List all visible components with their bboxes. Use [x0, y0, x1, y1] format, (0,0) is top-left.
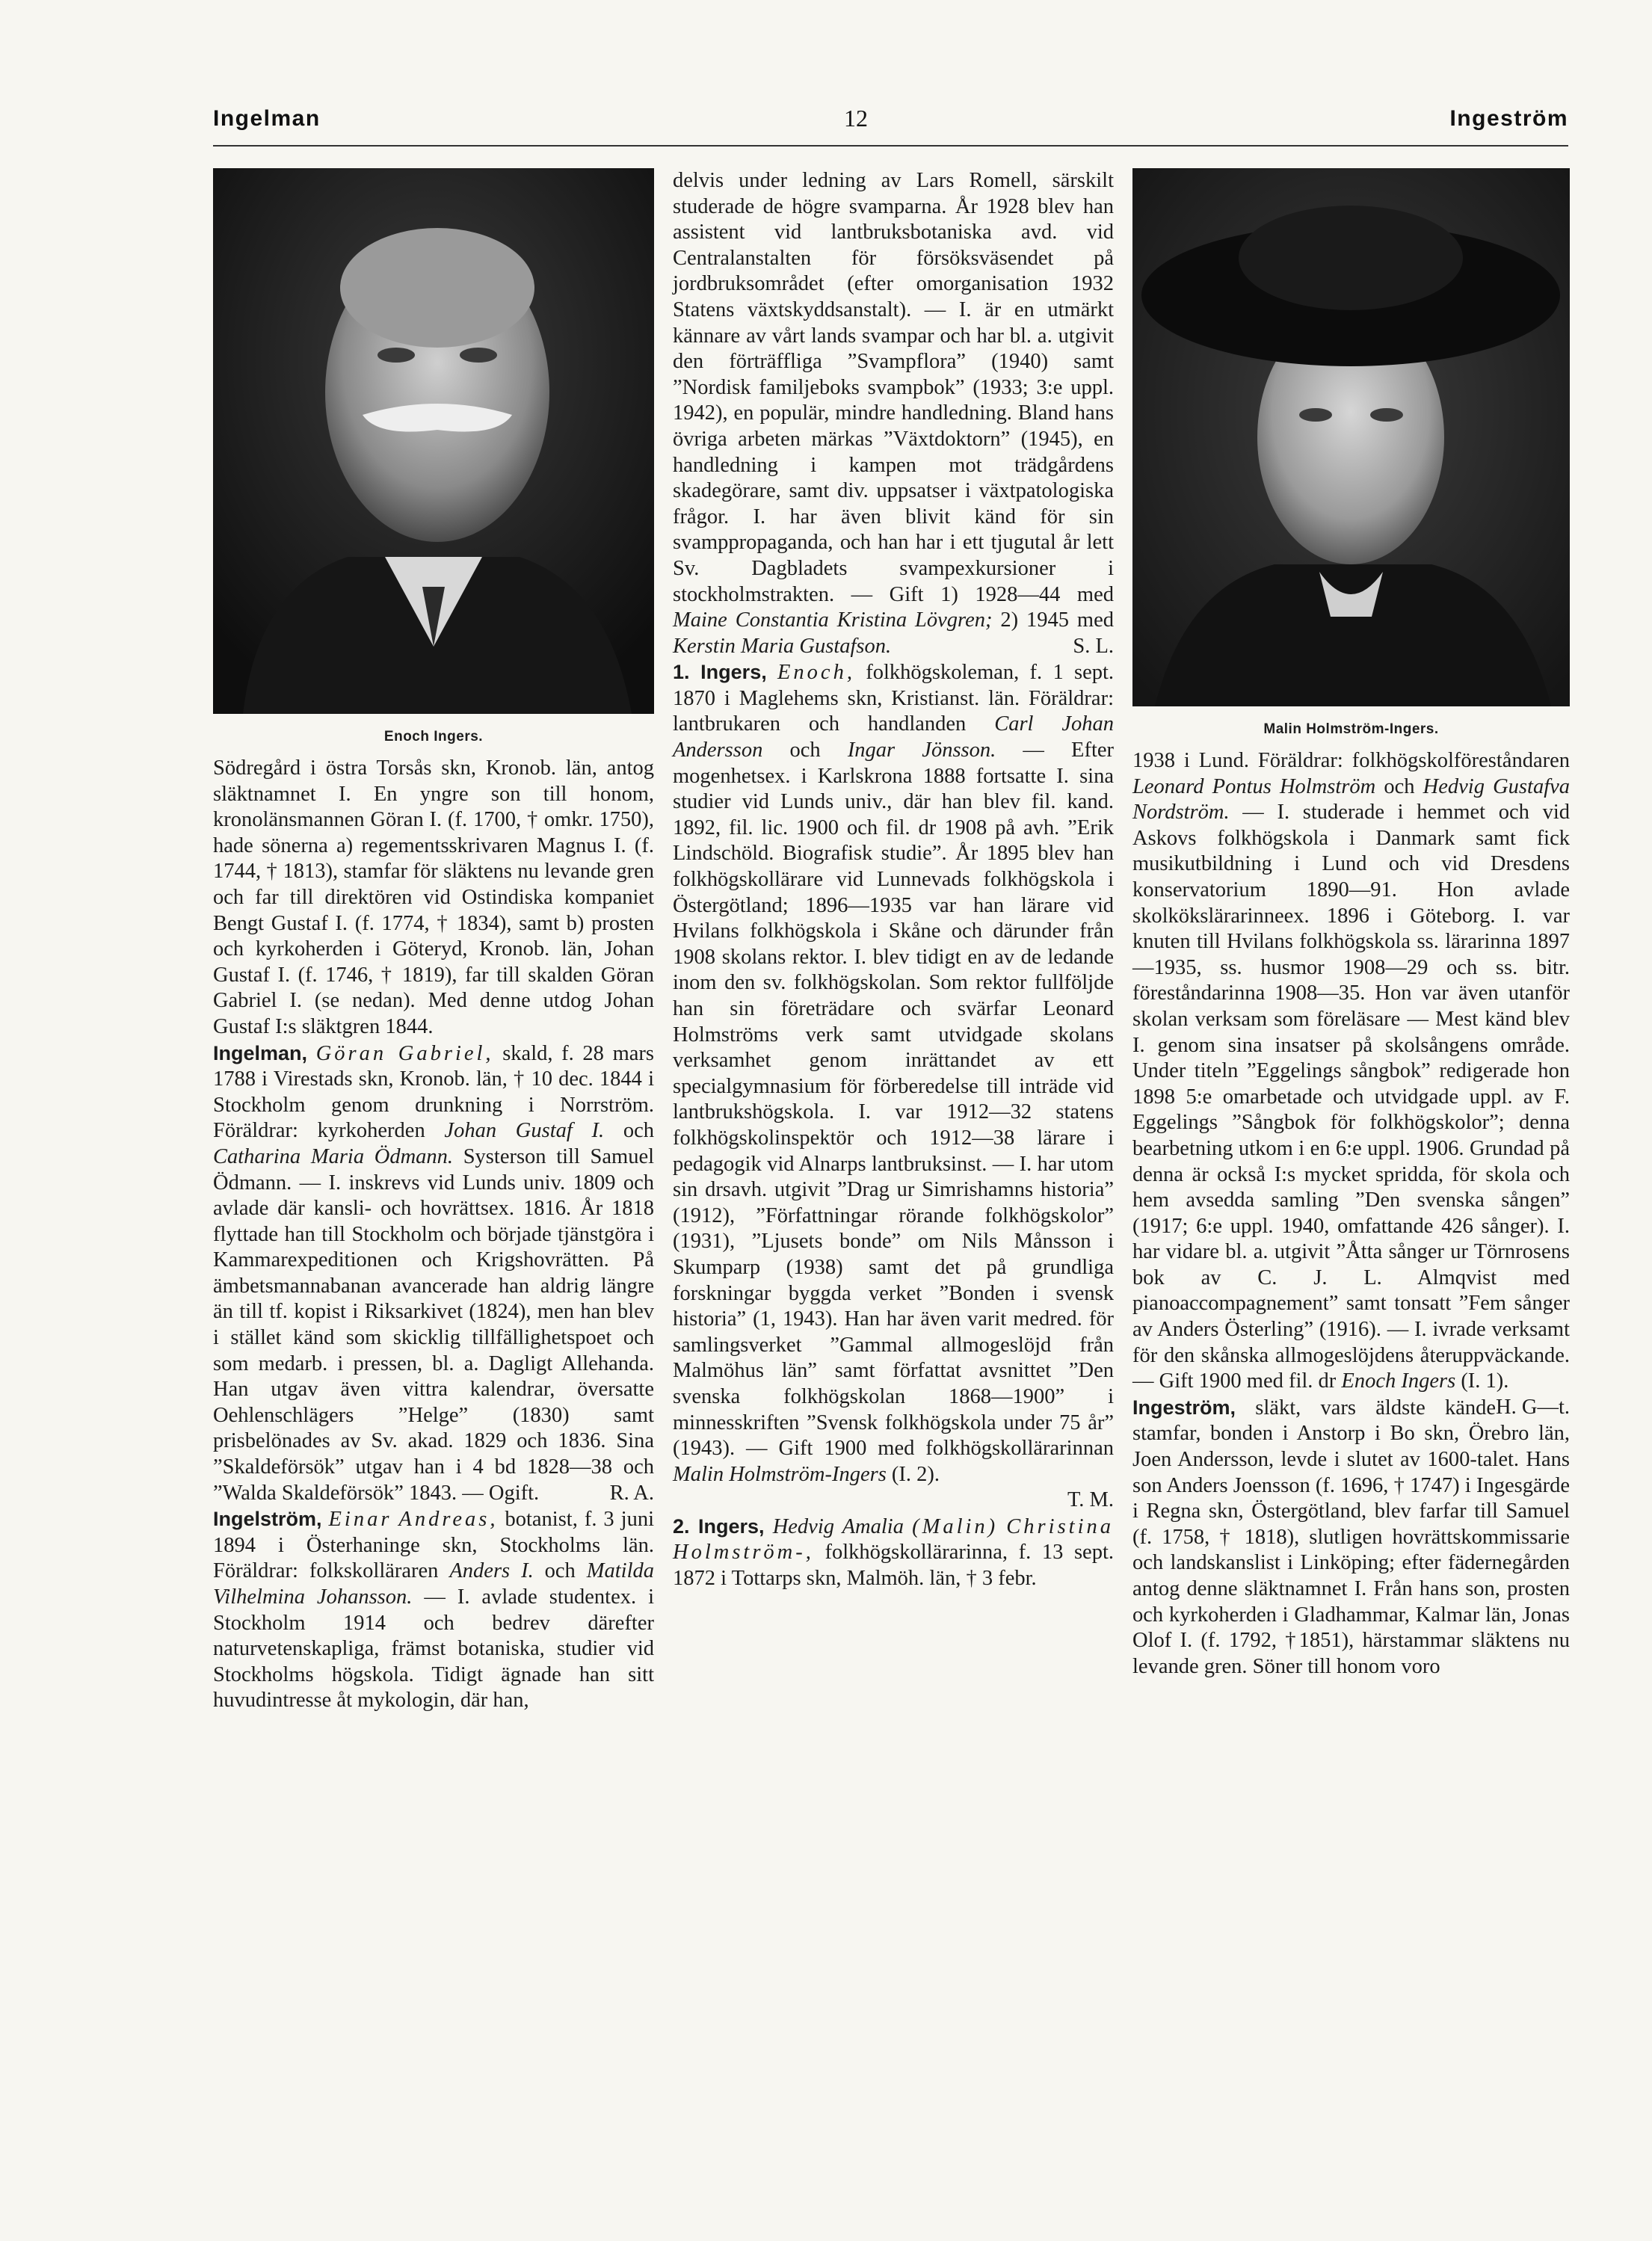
running-head-right: Ingeström [1449, 106, 1568, 131]
entry-name: Göran Gabriel, [315, 1041, 494, 1065]
portrait-enoch-ingers [213, 168, 654, 714]
column-3-text [1132, 748, 1570, 1680]
entry-ingestrom-family: Ingeström, släkt, vars äldste kände stamfar, bonden i Anstorp i Bo skn, Örebro län, Joen Andersson, levde i slutet av 1600-talet. Hans son Anders Joensson (f. 1696, † 1747) i Ingesgärde i Regna skn, Östergötland, blev farfar till Samuel (f. 1758, † 1818), slutligen hovrättskommissarie och landskanslist i Linköping; efter fädernegården antog denne släktnamnet I. Från hans son, prosten och kyrkoherden i Gladhammar, Kalmar län, Jonas Olof I. (f. 1792, †1851), härstammar släktens nu levande gren. Söner till honom voro [1132, 1396, 1570, 1678]
entry-name: Enoch, [777, 661, 855, 685]
caption-malin-holmstrom-ingers: Malin Holmström-Ingers. [1263, 721, 1439, 737]
entry-ingers-hedvig: 2. Ingers, Hedvig Amalia (Malin) Christina Holmström-, folkhögskollärarinna, f. 13 sept. 1872 i Tottarps skn, Malmöh. län, † 3 febr. [673, 1514, 1115, 1591]
signature: T. M. [1067, 1488, 1114, 1512]
column-1 [213, 168, 654, 1714]
entry-ingelman-goran-gabriel: Ingelman, Göran Gabriel, skald, f. 28 mars 1788 i Virestads skn, Kronob. län, † 10 dec. 1844 i Stockholm genom drunkning i Norrström. Föräldrar: kyrkoherden Johan Gustaf I. och Catharina Maria Ödmann. Systerson till Samuel Ödmann. — I. inskrevs vid Lunds univ. 1809 och avlade där kansli- och hovrättsex. 1816. År 1818 flyttade han till Stockholm och började tjänstgöra i Kammarexpeditionen och Krigshovrätten. På ämbetsmannabanan avancerade han aldrig längre än till tf. kopist i Riksarkivet (1824), men han blev i stället känd som skicklig tillfällighetspoet och som medarb. i pressen, bl. a. Dagligt Allehanda. Han utgav även vittra kalendrar, översatte Oehlenschlägers ”Helge” (1830) samt prisbelönades av Sv. akad. 1829 och 1836. Sina ”Skaldeförsök” utgav han i 4 bd 1828—38 och ”Walda Skaldeförsök” 1843. — Ogift. R. A. [213, 1041, 654, 1507]
entry-ingelstrom-einar: Ingelström, Einar Andreas, botanist, f. 3 juni 1894 i Österhaninge skn, Stockholms län. Föräldrar: folkskolläraren Anders I. och Matilda Vilhelmina Johansson. — I. avlade studentex. i Stockholm 1914 och bedrev därefter naturvetenskapliga, främst botaniska, studier vid Stockholms högskola. Tidigt ägnade han sitt huvudintresse åt mykologin, där han, [213, 1508, 655, 1713]
entry-ingelstrom-continued: delvis under ledning av Lars Romell, särskilt studerade de högre svamparna. År 1928 blev han assistent vid lantbruksbotaniska avd. vid Centralanstalten för försöksväsendet på jordbruksområdet (efter omorganisation 1932 Statens växtskyddsanstalt). — I. är en utmärkt kännare av vårt lands svampar och har bl. a. utgivit den förträffliga ”Svampflora” (1940) samt ”Nordisk familjeboks svampbok” (1933; 3:e uppl. 1942), en populär, mindre handledning. Bland hans övriga arbeten märkas ”Växtdoktorn” (1945), en handledning i kampen mot trädgårdens skadegörare, samt div. uppsatser i växtpatologiska frågor. I. har även blivit känd för sin svamppropaganda, och han har i ett tjugutal år lett Sv. Dagbladets svampexkursioner i stockholmstrakten. — Gift 1) 1928—44 med Maine Constantia Kristina Lövgren; 2) 1945 med Kerstin Maria Gustafson. S. L. [673, 168, 1114, 659]
header-rule [213, 145, 1568, 147]
headword: Ingelman, [213, 1041, 308, 1064]
entry-name: Hedvig Amalia [772, 1514, 904, 1538]
signature: S. L. [1073, 634, 1114, 658]
entry-ingers-enoch: 1. Ingers, Enoch, folkhögskoleman, f. 1 sept. 1870 i Maglehems skn, Kristianst. län. Föräldrar: lantbrukaren och handlanden Carl Johan Andersson och Ingar Jönsson. — Efter mogenhetsex. i Karlskrona 1888 fortsatte I. sina studier vid Lunds univ., där han blev fil. kand. 1892, fil. lic. 1900 och fil. dr 1908 på avh. ”Erik Lindschöld. Biografisk studie”. År 1895 blev han folkhögskollärare vid Lunnevads folkhögskola i Östergötland; 1896—1935 var han lärare vid Hvilans folkhögskola i Skåne och därunder från 1908 skolans rektor. I. blev tidigt en av de ledande inom den sv. folkhögskolan. Som rektor fullföljde han sin företrädare och svärfar Leonard Holmströms verk samt utvidgade skolans verksamhet genom inrättandet av ett specialgymnasium för förberedelse till inträde vid lantbrukshögskola. I. var 1912—32 statens folkhögskolinspektör och 1912—38 lärare i pedagogik vid Alnarps lantbruksinst. — I. har utom sin drsavh. utgivit ”Drag ur Simrishamns historia” (1912), ”Författningar rörande folkhögskolor” (1931), ”Ljusets bonde” om Nils Månsson i Skumparp (1938) samt det på grundliga forskningar byggda verket ”Bonden i svensk historia” (1, 1943). Han har även varit medred. för samlingsverket ”Gammal allmogeslöjd från Malmöhus län” samt författat avsnittet ”Den svenska folkhögskolan 1868—1900” i minnesskriften ”Svensk folkhögskola under 75 år” (1943). — Gift 1900 med folkhögskollärarinnan Malin Holmström-Ingers (I. 2). [673, 661, 1115, 1486]
entry-ingers-hedvig-continued: 1938 i Lund. Föräldrar: folkhögskolföreståndaren Leonard Pontus Holmström och Hedvig Gustafva Nordström. — I. studerade i hemmet och vid Askovs folkhögskola i Danmark samt fick musikutbildning i Lund och vid Dresdens konservatorium 1890—91. Hon avlade skolkökslärarinneex. 1896 i Göteborg. I. var knuten till Hvilans folkhögskola ss. lärarinna 1897—1935, ss. husmor 1908—29 och ss. bitr. föreståndarinna 1908—35. Hon var även utanför skolan verksam som föreläsare — Mest känd blev I. genom sina insatser på skolsångens område. Under titeln ”Eggelings sångbok” redigerade hon 1898 5:e omarbetade och utvidgade uppl. av F. Eggelings ”Sångbok för folkhögskolor”; denna bearbetning utkom i en 6:e uppl. 1906. Grundad på denna är också I:s mycket spridda, för skola och hem avsedda samling ”Den svenska sången” (1917; 6:e uppl. 1940, omfattande 426 sånger). I. har vidare bl. a. utgivit ”Åtta sånger ur Törnrosens bok av C. J. L. Almqvist med pianoaccompagnement” samt tonsatt ”Fem sånger av Anders Österling” (1916). — I. ivrade verksamt för den skånska allmogeslöjdens återuppväckande. — Gift 1900 med fil. dr Enoch Ingers (I. 1). H. G—t. [1132, 748, 1570, 1395]
column-3 [1132, 168, 1570, 1680]
portrait-malin-holmstrom-ingers [1132, 168, 1570, 706]
headword: 2. Ingers, [673, 1514, 765, 1538]
caption-enoch-ingers: Enoch Ingers. [383, 729, 484, 745]
column-2-text [673, 168, 1114, 1592]
headword: Ingelström, [213, 1508, 322, 1531]
signature: R. A. [609, 1481, 654, 1505]
signature: H. G—t. [1496, 1395, 1570, 1419]
headword: Ingeström, [1132, 1396, 1236, 1419]
headword: 1. Ingers, [673, 661, 767, 684]
entry-name: Einar [328, 1508, 392, 1532]
column-1-text [213, 756, 654, 1714]
entry-ingelman-family-text: Södregård i östra Torsås skn, Kronob. län, antog släktnamnet I. En yngre son till honom, kronolänsmannen Göran I. (f. 1700, † omkr. 1750), hade sönerna a) regementsskrivaren Magnus I. (f. 1744, † 1813), stamfar för släktens nu levande gren och far till direktören vid Ostindiska kompaniet Bengt Gustaf I. (f. 1774, † 1834), samt b) prosten och kyrkoherden i Göteryd, Kronob. län, Johan Gustaf I. (f. 1746, † 1819), far till skalden Göran Gabriel I. (se nedan). Med denne utdog Johan Gustaf I:s släktgren 1844. [213, 756, 654, 1038]
column-2 [673, 168, 1114, 1592]
running-head-left: Ingelman [213, 106, 321, 131]
page-number: 12 [844, 105, 868, 132]
